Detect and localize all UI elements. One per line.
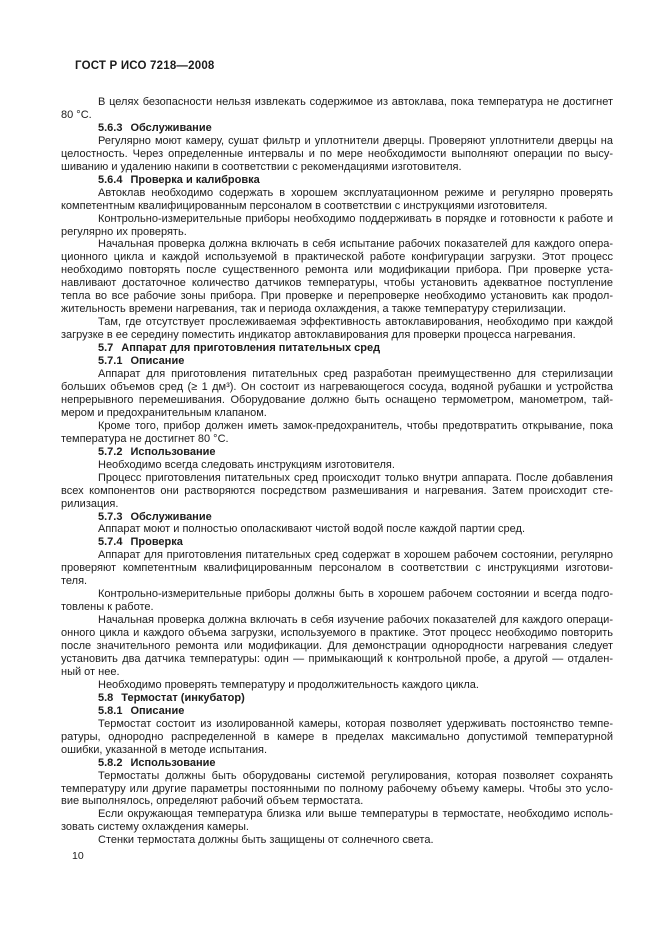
section-heading	[61, 536, 613, 549]
section-title: Использование	[130, 756, 216, 769]
text-line: Регулярно моют камеру, сушат фильтр и уплотнители дверцы. Проверяют уплотнители дверцы на	[98, 134, 613, 147]
text-line: Начальная проверка должна включать в себя испытание рабочих показателей для каждого опера-	[98, 238, 613, 251]
text-line: В целях безопасности нельзя извлекать содержимое из автоклава, пока температура не достигнет	[98, 96, 613, 108]
section-number: 5.7.2	[98, 445, 123, 458]
text-line: Аппарат моют и полностью ополаскивают чистой водой после каждой партии сред.	[98, 523, 526, 536]
text-line: компетентным квалифицированным персоналом в соответствии с инструкциями изготовителя.	[61, 199, 548, 212]
section-heading	[61, 705, 613, 718]
text-line: температуру или другие параметры постоянными по полному рабочему объему камеры. Чтобы это усло-	[61, 782, 613, 795]
text-line: проверяют компетентным квалифицированным персоналом в соответствии с инструкциями изготови-	[61, 562, 613, 575]
text-line: ошибки, указанной в методе испытания.	[61, 743, 268, 756]
section-heading	[61, 757, 613, 770]
section-number: 5.7.1	[98, 355, 123, 368]
text-line: Необходимо проверять температуру и продолжительность каждого цикла.	[98, 678, 479, 691]
section-number: 5.8	[98, 691, 114, 704]
section-number: 5.7	[98, 342, 114, 355]
text-line: Начальная проверка должна включать в себя изучение рабочих показателей для каждого операци-	[98, 614, 613, 627]
page-number: 10	[72, 850, 84, 862]
text-line: мером и предохранительным клапаном.	[61, 406, 267, 419]
section-title: Описание	[130, 355, 185, 368]
text-line: больших объемов сред (≥ 1 дм³). Он состоит из нагревающегося сосуда, водяной рубашки и устройства	[61, 380, 613, 393]
text-line: после значительного ремонта или модификации. Для демонстрации однородности нагревания следует	[61, 640, 613, 653]
section-heading	[61, 446, 613, 459]
text-line: Стенки термостата должны быть защищены от солнечного света.	[98, 834, 434, 847]
text-line: Автоклав необходимо содержать в хорошем эксплуатационном режиме и регулярно проверять	[98, 186, 613, 199]
section-heading	[61, 692, 613, 705]
text-line: навливают достаточное количество датчиков температуры, чтобы установить адекватное поступление	[61, 277, 613, 290]
text-line: Термостаты должны быть оборудованы системой регулирования, которая позволяет сохранять	[98, 769, 613, 782]
text-line: 80 °C.	[61, 108, 92, 121]
text-line: необходимо повторять после существенного ремонта или модификации прибора. При проверке уста-	[61, 264, 613, 277]
section-title: Проверка	[130, 536, 183, 549]
section-heading	[61, 174, 613, 187]
section-title: Термостат (инкубатор)	[121, 691, 245, 704]
text-line: тепла во все рабочие зоны прибора. При проверке и перепроверке необходимо установить как продол-	[61, 290, 613, 303]
section-number: 5.6.3	[98, 121, 123, 134]
text-line: Процесс приготовления питательных сред происходит только внутри аппарата. После добавления	[98, 471, 613, 484]
text-line: Контрольно-измерительные приборы необходимо поддерживать в порядке и готовности к работе и	[98, 212, 613, 225]
text-line: жительность времени нагревания, так и периода охлаждения, а также температуру стерилизации.	[61, 303, 567, 316]
text-line: ный от нее.	[61, 665, 120, 678]
document-body	[61, 96, 613, 847]
section-number: 5.7.4	[98, 536, 123, 549]
text-line: Аппарат для приготовления питательных сред содержат в хорошем рабочем состоянии, регулярно	[98, 549, 613, 562]
text-line: Если окружающая температура близка или выше температуры в термостате, необходимо исполь-	[98, 808, 613, 821]
text-line: зовать систему охлаждения камеры.	[61, 821, 249, 834]
text-line: всех компонентов они растворяются посредством размешивания и нагревания. Затем происходит сте-	[61, 484, 613, 497]
text-line: ратуры, однородно распределенной в камере в пределах максимально допустимой температурной	[61, 730, 613, 743]
text-line: Аппарат для приготовления питательных сред разработан преимущественно для стерилизации	[98, 368, 613, 381]
section-title: Аппарат для приготовления питательных сред	[121, 342, 381, 355]
text-line: товлены к работе.	[61, 601, 154, 614]
section-number: 5.8.2	[98, 756, 123, 769]
text-line: температура не достигнет 80 °C.	[61, 432, 229, 445]
section-heading	[61, 122, 613, 135]
text-line: рилизация.	[61, 497, 119, 510]
section-title: Описание	[130, 704, 185, 717]
section-title: Проверка и калибровка	[130, 173, 260, 186]
text-line: установить два датчика температуры: один — примыкающий к контрольной пробе, а другой — отдален-	[61, 652, 613, 665]
section-number: 5.8.1	[98, 704, 123, 717]
text-line: Необходимо всегда следовать инструкциям изготовителя.	[98, 458, 395, 471]
text-line: Там, где отсутствует прослеживаемая эффективность автоклавирования, необходимо при каждой	[98, 316, 613, 329]
section-title: Обслуживание	[130, 121, 212, 134]
text-line: шиванию и удалению накипи в соответствии с рекомендациями изготовителя.	[61, 160, 462, 173]
text-line: Кроме того, прибор должен иметь замок-предохранитель, чтобы предотвратить открывание, пока	[98, 419, 613, 432]
text-line: целостность. Через определенные интервалы и по мере необходимости выполняют операции по высу-	[61, 147, 613, 160]
text-line: Термостат состоит из изолированной камеры, которая позволяет удерживать постоянство темпе-	[98, 717, 613, 730]
section-number: 5.6.4	[98, 173, 123, 186]
text-line: вие выполнялось, определяют рабочий объем термостата.	[61, 795, 364, 808]
text-line: Контрольно-измерительные приборы должны быть в хорошем рабочем состоянии и всегда подго-	[98, 588, 613, 601]
section-title: Обслуживание	[130, 510, 212, 523]
section-heading	[61, 355, 613, 368]
text-line: непрерывного перемешивания. Оборудование должно быть оснащено термометром, манометром, тай-	[61, 393, 613, 406]
section-heading	[61, 511, 613, 524]
text-line: онного цикла и каждого объема загрузки, используемого в практике. Этот процесс необходимо повторить	[61, 627, 613, 640]
section-heading	[61, 342, 613, 355]
text-line: ционного цикла и каждой используемой в практической работе конфигурации загрузки. Этот процесс	[61, 251, 613, 264]
section-title: Использование	[130, 445, 216, 458]
text-line: регулярно их проверять.	[61, 225, 187, 238]
text-line: загрузке в ее середину поместить индикатор автоклавирования для проверки процесса нагревания.	[61, 329, 576, 342]
text-line: теля.	[61, 575, 88, 588]
section-number: 5.7.3	[98, 510, 123, 523]
document-header-standard-number: ГОСТ Р ИСО 7218—2008	[75, 60, 215, 72]
